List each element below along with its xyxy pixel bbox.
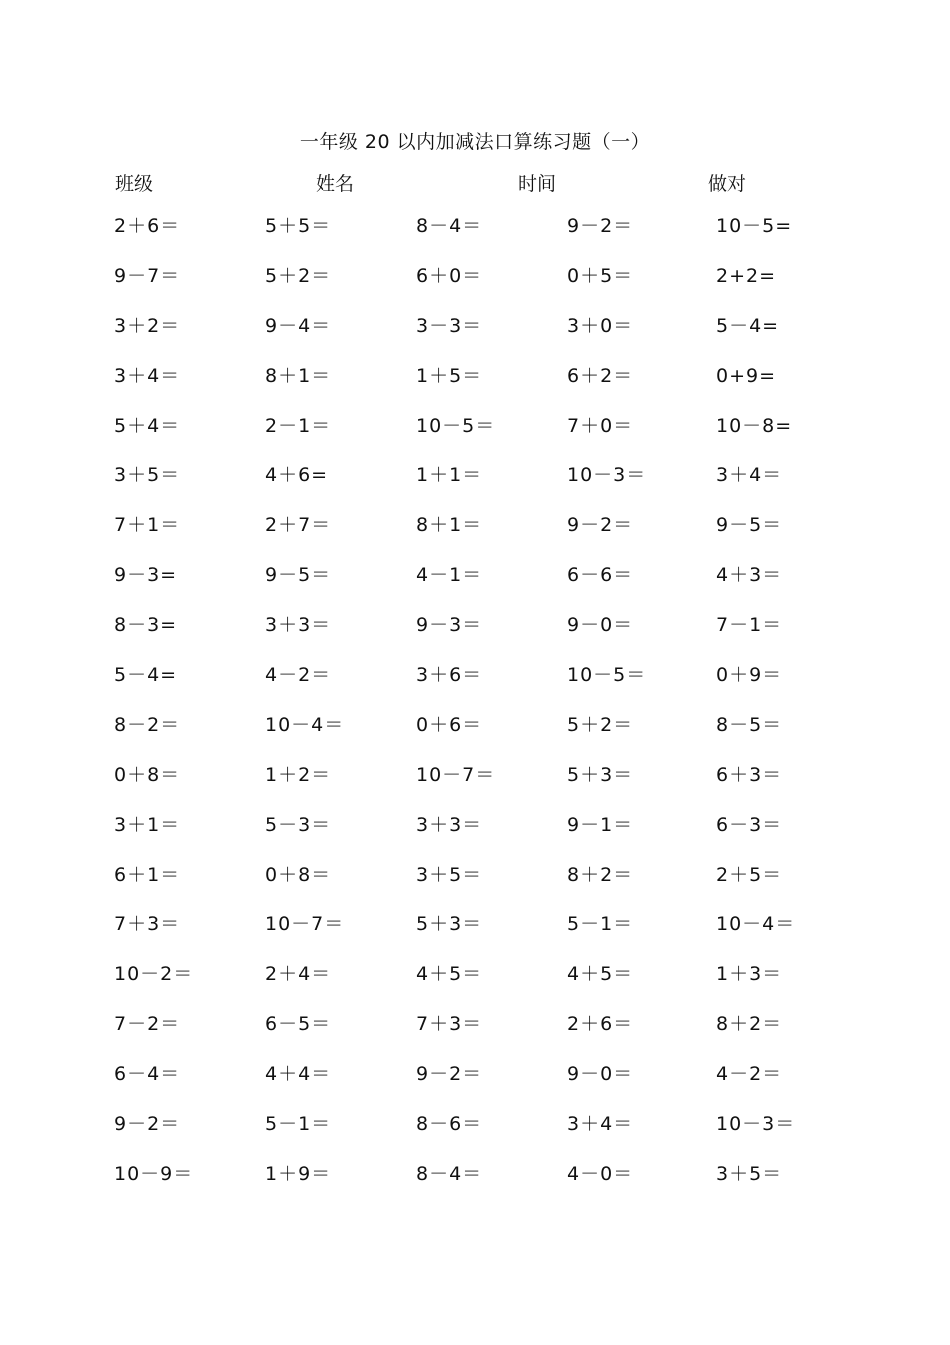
problem-cell: 2＋5＝ [716, 863, 783, 886]
problem-cell: 0+9= [716, 364, 777, 387]
problem-cell: 6－4＝ [114, 1063, 181, 1086]
problem-cell: 10－9＝ [114, 1162, 194, 1185]
problem-cell: 8＋1＝ [416, 514, 483, 537]
problem-cell: 3＋3＝ [265, 614, 332, 637]
problem-row [0, 1111, 950, 1161]
problem-cell: 9－4＝ [265, 314, 332, 337]
problem-cell: 5＋3＝ [416, 913, 483, 936]
problem-cell: 10－4＝ [265, 713, 345, 736]
problem-cell: 8－5＝ [716, 713, 783, 736]
problem-cell: 9－0＝ [567, 1063, 634, 1086]
problem-cell: 3＋4＝ [567, 1113, 634, 1136]
problem-cell: 4－2＝ [265, 664, 332, 687]
problem-cell: 8－4＝ [416, 1162, 483, 1185]
problem-cell: 2+2= [716, 264, 777, 287]
problem-row [0, 213, 950, 263]
problem-cell: 9－2＝ [567, 514, 634, 537]
problem-cell: 7＋3＝ [114, 913, 181, 936]
problem-cell: 1＋9＝ [265, 1162, 332, 1185]
problem-cell: 10－8= [716, 414, 793, 437]
problem-cell: 1＋3＝ [716, 963, 783, 986]
problem-cell: 3＋5＝ [114, 464, 181, 487]
problem-cell: 8＋1＝ [265, 364, 332, 387]
problem-cell: 4＋5＝ [416, 963, 483, 986]
problem-cell: 10－5＝ [416, 414, 496, 437]
problem-cell: 4－0＝ [567, 1162, 634, 1185]
problem-cell: 5＋2＝ [265, 264, 332, 287]
problem-cell: 6－3＝ [716, 813, 783, 836]
problem-row [0, 1061, 950, 1111]
problem-cell: 0＋5＝ [567, 264, 634, 287]
problem-row [0, 712, 950, 762]
problem-cell: 10－7＝ [416, 763, 496, 786]
problem-cell: 4－1＝ [416, 564, 483, 587]
problem-cell: 1＋2＝ [265, 763, 332, 786]
class-label: 班级 [115, 173, 154, 195]
problem-row [0, 562, 950, 612]
time-label: 时间 [518, 173, 557, 195]
problem-cell: 3＋5＝ [416, 863, 483, 886]
problem-cell: 6＋0＝ [416, 264, 483, 287]
problem-row [0, 512, 950, 562]
problem-row [0, 862, 950, 912]
correct-count-label: 做对 [708, 173, 747, 195]
problem-cell: 10－5＝ [567, 664, 647, 687]
problem-cell: 8－3= [114, 614, 178, 637]
problem-cell: 9－1＝ [567, 813, 634, 836]
problem-row [0, 961, 950, 1011]
problem-cell: 5－4= [716, 314, 780, 337]
problem-cell: 8－6＝ [416, 1113, 483, 1136]
problem-cell: 9－2＝ [114, 1113, 181, 1136]
problem-cell: 0＋6＝ [416, 713, 483, 736]
problem-cell: 2＋4＝ [265, 963, 332, 986]
problem-row [0, 413, 950, 463]
problem-cell: 5＋4＝ [114, 414, 181, 437]
problem-cell: 7＋3＝ [416, 1013, 483, 1036]
problem-row [0, 662, 950, 712]
problem-grid [0, 213, 950, 1211]
problem-row [0, 263, 950, 313]
problem-cell: 5－1＝ [567, 913, 634, 936]
problem-cell: 9－2＝ [567, 215, 634, 237]
problem-row [0, 1011, 950, 1061]
problem-cell: 3＋5＝ [716, 1162, 783, 1185]
problem-cell: 8＋2＝ [716, 1013, 783, 1036]
problem-cell: 3＋3＝ [416, 813, 483, 836]
problem-cell: 3－3＝ [416, 314, 483, 337]
problem-cell: 5－1＝ [265, 1113, 332, 1136]
problem-cell: 3＋4＝ [114, 364, 181, 387]
problem-row [0, 812, 950, 862]
problem-row [0, 313, 950, 363]
problem-cell: 3＋1＝ [114, 813, 181, 836]
problem-cell: 6－5＝ [265, 1013, 332, 1036]
problem-cell: 0＋8＝ [265, 863, 332, 886]
problem-row [0, 911, 950, 961]
problem-row [0, 612, 950, 662]
problem-cell: 4＋4＝ [265, 1063, 332, 1086]
problem-cell: 5－4= [114, 664, 178, 687]
problem-cell: 8＋2＝ [567, 863, 634, 886]
problem-cell: 10－2＝ [114, 963, 194, 986]
name-label: 姓名 [316, 173, 355, 195]
problem-cell: 7＋1＝ [114, 514, 181, 537]
page-title: 一年级 20 以内加减法口算练习题（一） [299, 131, 651, 153]
problem-cell: 9－5＝ [265, 564, 332, 587]
problem-row [0, 762, 950, 812]
problem-cell: 5＋3＝ [567, 763, 634, 786]
problem-cell: 3＋6＝ [416, 664, 483, 687]
problem-cell: 9－3= [114, 564, 178, 587]
problem-cell: 3＋2＝ [114, 314, 181, 337]
problem-cell: 6－6＝ [567, 564, 634, 587]
problem-cell: 7＋0＝ [567, 414, 634, 437]
problem-cell: 9－5＝ [716, 514, 783, 537]
problem-cell: 3＋0＝ [567, 314, 634, 337]
problem-cell: 5＋5＝ [265, 215, 332, 237]
problem-cell: 2＋7＝ [265, 514, 332, 537]
problem-row [0, 462, 950, 512]
problem-cell: 9－7＝ [114, 264, 181, 287]
problem-row [0, 363, 950, 413]
problem-cell: 7－1＝ [716, 614, 783, 637]
problem-cell: 2＋6＝ [114, 215, 181, 237]
problem-cell: 8－2＝ [114, 713, 181, 736]
info-row [0, 171, 950, 197]
problem-cell: 0＋9＝ [716, 664, 783, 687]
problem-cell: 6＋2＝ [567, 364, 634, 387]
problem-row [0, 1161, 950, 1211]
problem-cell: 6＋1＝ [114, 863, 181, 886]
problem-cell: 6＋3＝ [716, 763, 783, 786]
problem-cell: 0＋8＝ [114, 763, 181, 786]
problem-cell: 3＋4＝ [716, 464, 783, 487]
problem-cell: 1＋5＝ [416, 364, 483, 387]
problem-cell: 4＋5＝ [567, 963, 634, 986]
problem-cell: 5－3＝ [265, 813, 332, 836]
problem-cell: 10－7＝ [265, 913, 345, 936]
problem-cell: 4＋3＝ [716, 564, 783, 587]
problem-cell: 8－4＝ [416, 215, 483, 237]
problem-cell: 4－2＝ [716, 1063, 783, 1086]
problem-cell: 9－2＝ [416, 1063, 483, 1086]
problem-cell: 10－3＝ [567, 464, 647, 487]
problem-cell: 10－4＝ [716, 913, 796, 936]
problem-cell: 4＋6= [265, 464, 329, 487]
problem-cell: 7－2＝ [114, 1013, 181, 1036]
problem-cell: 2＋6＝ [567, 1013, 634, 1036]
problem-cell: 2－1＝ [265, 414, 332, 437]
problem-cell: 9－0＝ [567, 614, 634, 637]
problem-cell: 10－5= [716, 215, 793, 237]
problem-cell: 1＋1＝ [416, 464, 483, 487]
problem-cell: 5＋2＝ [567, 713, 634, 736]
problem-cell: 9－3＝ [416, 614, 483, 637]
problem-cell: 10－3＝ [716, 1113, 796, 1136]
